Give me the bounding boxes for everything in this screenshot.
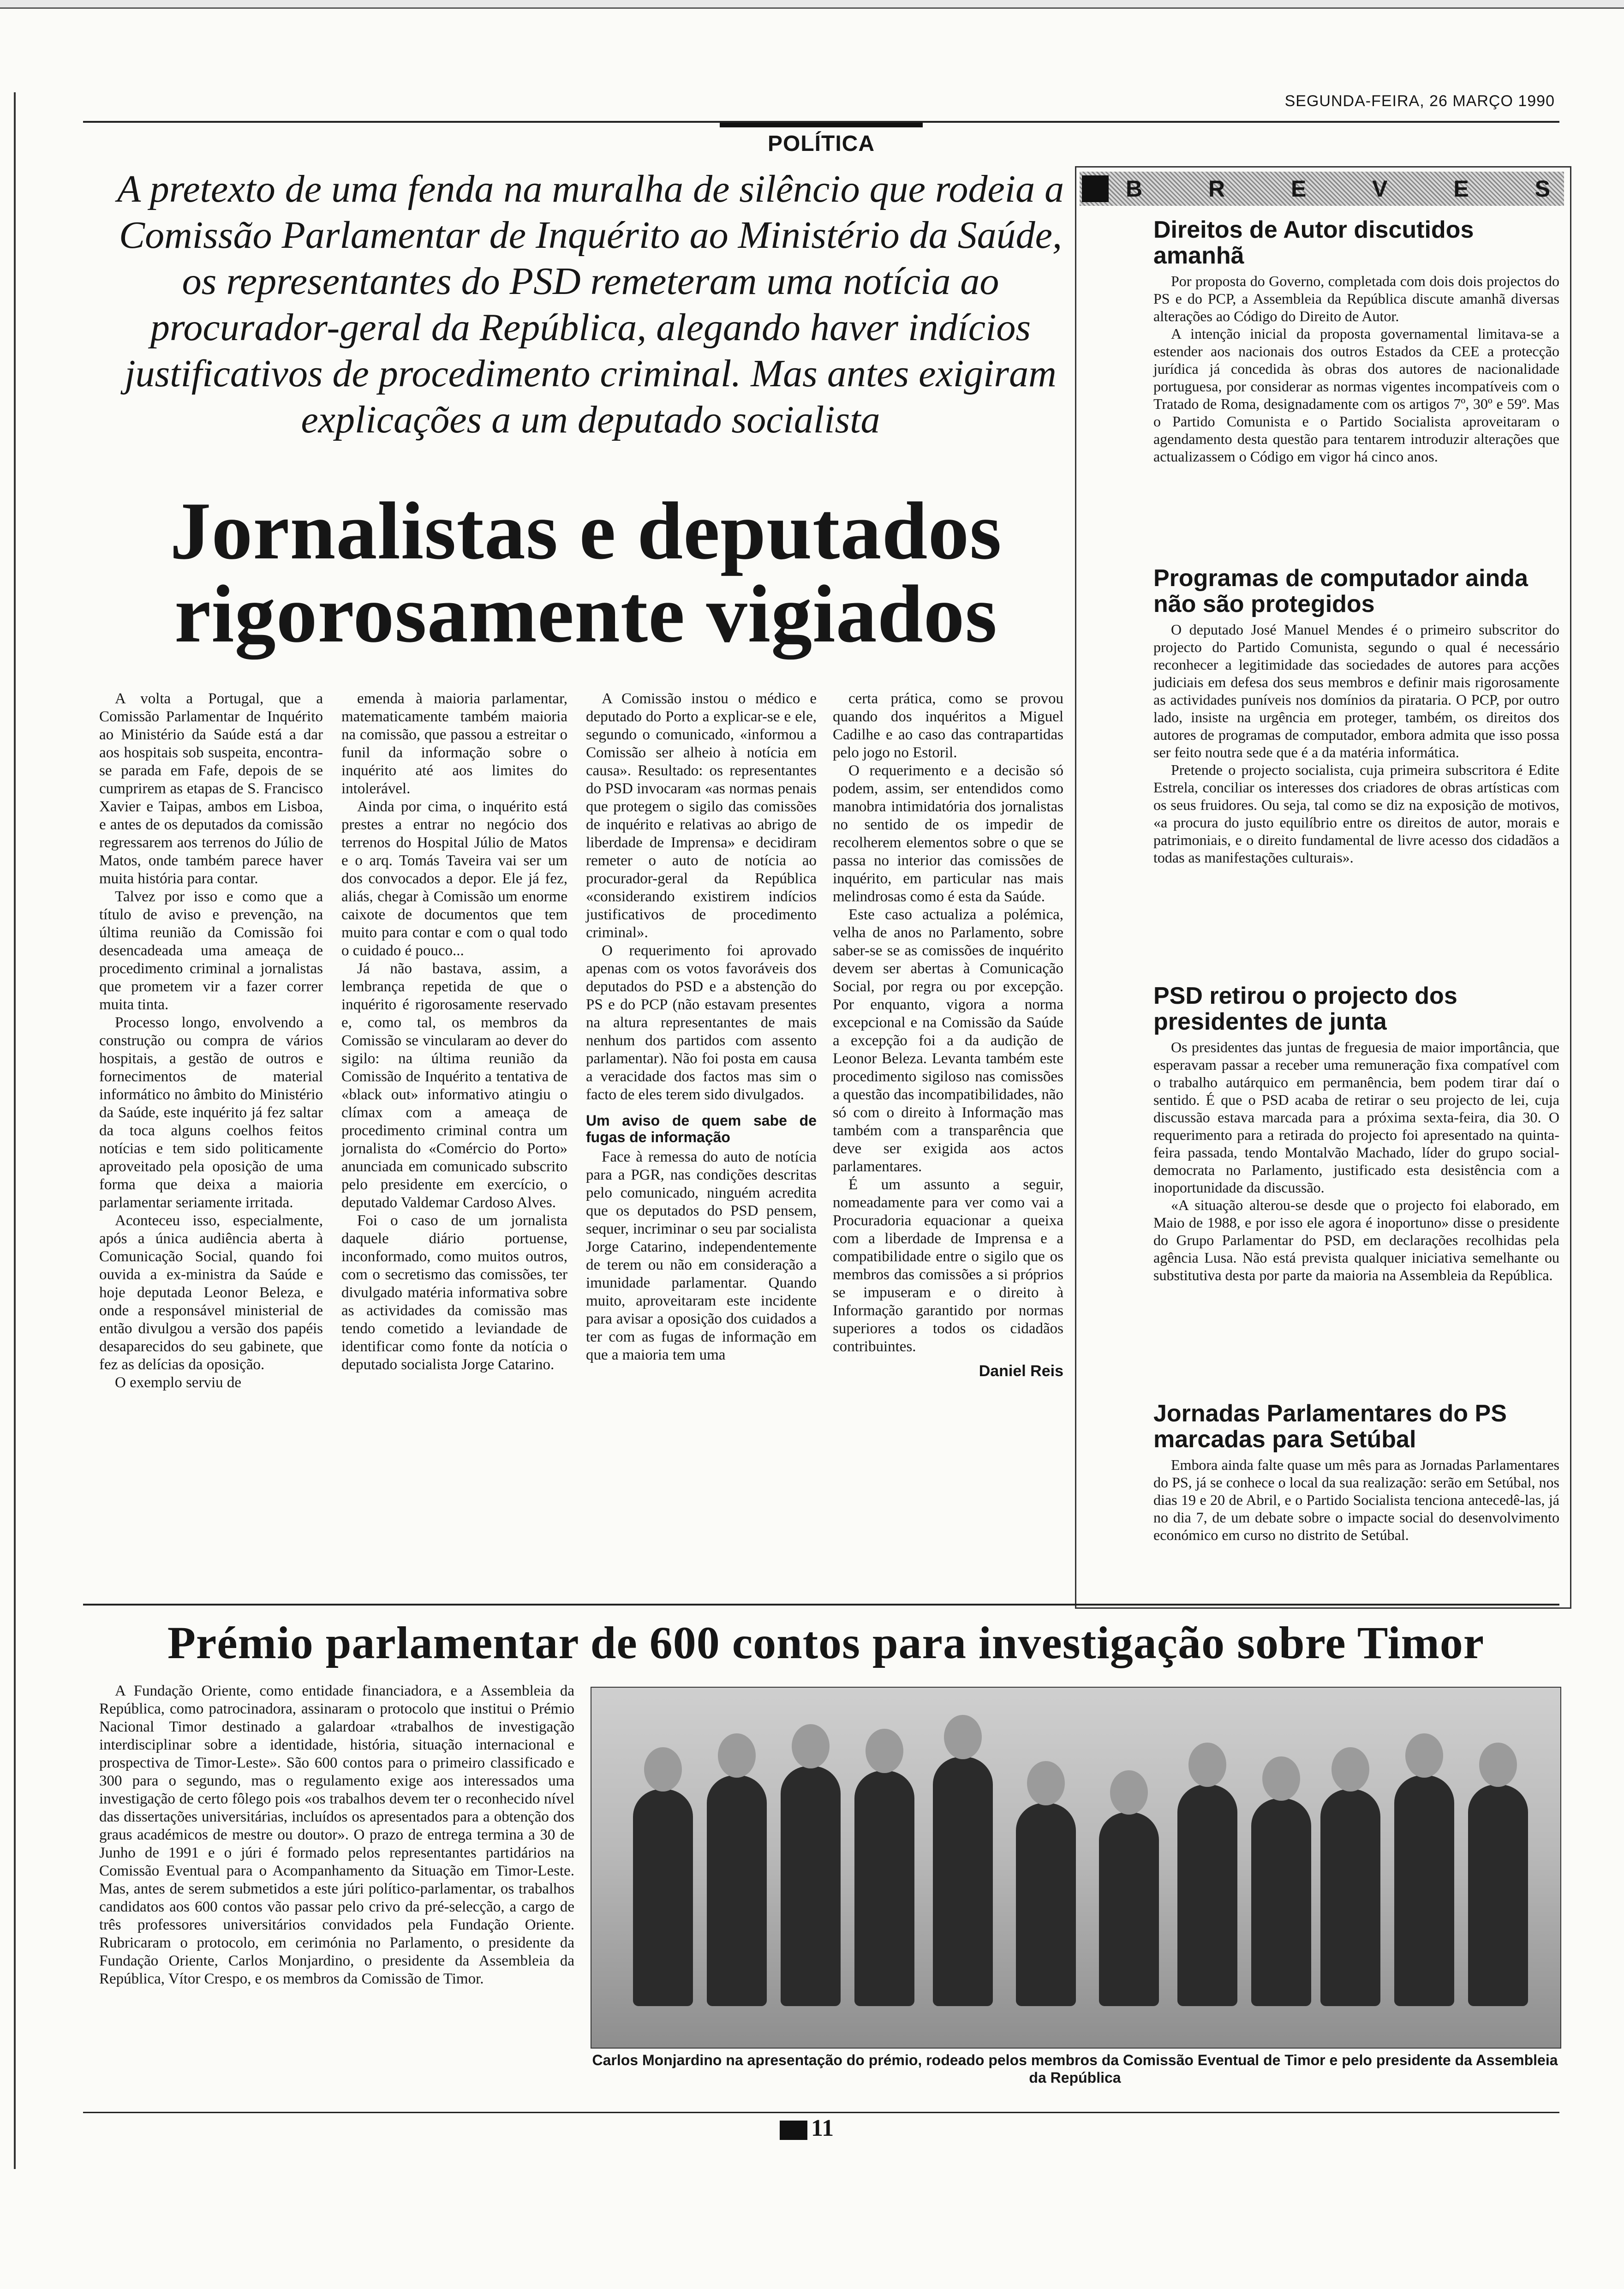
brief-item (1153, 217, 1559, 465)
paragraph: Face à remessa do auto de notícia para a PGR, nas condições descritas pelo comunicado, ninguém acredita que os deputados do PSD pensem, sequer, incriminar o seu par socialista Jorge Catarino, independentemente de terem ou não em consideração a imunidade parlamentar. Quando muito, aproveitaram este incidente para avisar a oposição dos cuidados a ter com as fugas de informação em que a maioria tem uma (586, 1149, 817, 1363)
photo-head (1027, 1761, 1065, 1805)
photo-head (1110, 1770, 1148, 1815)
left-margin-rule (14, 92, 16, 2169)
photo-figure (1099, 1812, 1159, 2006)
article-column-2 (341, 690, 567, 1374)
photo-figure (1016, 1803, 1076, 2006)
newspaper-logo-icon (780, 2121, 807, 2140)
issue-date: SEGUNDA-FEIRA, 26 MARÇO 1990 (1284, 92, 1555, 110)
paragraph: O requerimento foi aprovado apenas com os votos favoráveis dos deputados do PSD e a abstenção do PS e do PCP (não estavam presentes na altura representantes de mais nenhum dos partidos com assento parlamentar). Não foi posta em causa a veracidade dos factos mas sim o facto de eles terem sido divulgados. (586, 942, 817, 1103)
brief-title: Direitos de Autor discutidos amanhã (1153, 216, 1474, 269)
paragraph: Ainda por cima, o inquérito está prestes a entrar no negócio dos terrenos do Hospital Júlio de Matos e o arq. Tomás Taveira vai ser um dos convocados a depor. Ele já fez, aliás, chegar à Comissão um enorme caixote de documentos que tem muito para contar e com o qual todo o cuidado é pouco... (341, 798, 567, 959)
top-rule (0, 0, 1624, 9)
breves-letter: E (1290, 176, 1307, 202)
section-divider (83, 1604, 1559, 1606)
article-headline: Jornalistas e deputados rigorosamente vigiados (170, 485, 1002, 659)
photo-head (866, 1729, 903, 1773)
photo-caption: Carlos Monjardino na apresentação do prémio, rodeado pelos membros da Comissão Eventual de Timor e pelo presidente da Assembleia da República (592, 2052, 1558, 2086)
brief-paragraph: O deputado José Manuel Mendes é o primeiro subscritor do projecto do Partido Comunista, segundo o qual é necessário reconhecer a legitimidade das sociedades de autores para acções judiciais em defesa dos seus membros e definir mais rigorosamente as actividades puníveis nos domínios da pirataria. O PCP, por outro lado, insiste na urgência em proteger, também, os direitos dos autores de programas de computador, embora admita que isso possa ser feito noutra sede que é a da matéria informática. (1153, 621, 1559, 761)
brief-item (1153, 983, 1559, 1284)
photo-figure (1394, 1775, 1454, 2006)
photo-head (1188, 1743, 1226, 1787)
brief-title: Jornadas Parlamentares do PS marcadas para Setúbal (1153, 1400, 1507, 1453)
photo-head (718, 1733, 756, 1778)
breves-square-icon (1082, 175, 1109, 202)
brief-paragraph: Os presidentes das juntas de freguesia de maior importância, que esperavam passar a receber uma remuneração fixa compatível com o trabalho autárquico em permanência, bem podem tirar daí o sentido. É que o PSD acaba de retirar o seu projecto de lei, cuja discussão estava marcada para a próxima sexta-feira, dia 30. O requerimento para a retirada do projecto foi apresentado na quinta-feira passada, tendo Montalvão Machado, líder do grupo social-democrata no Parlamento, justificado esta desistência com a inoportunidade da discussão. (1153, 1039, 1559, 1196)
photo-figure (1468, 1785, 1528, 2006)
page-number-text: 11 (811, 2115, 834, 2141)
article-subhead: Um aviso de quem sabe de fugas de informação (586, 1112, 817, 1145)
paragraph: A Fundação Oriente, como entidade financiadora, e a Assembleia da República, como patrocinadora, assinaram o protocolo que institui o Prémio Nacional Timor destinado a galardoar «trabalhos de investigação interdisciplinar sobre a identidade, história, situação internacional e prospectiva de Timor-Leste». São 600 contos para o primeiro classificado e 300 para o segundo, mas o regulamento exige aos interessados uma investigação de certo fôlego pois «os trabalhos devem ter o reconhecido nível das dissertações universitárias, incluídos os apresentados para a obtenção dos graus académicos de mestre ou doutor». O prazo de entrega termina a 30 de Junho de 1991 e o júri é formado pelos representantes partidários na Comissão Eventual para o Acompanhamento da Situação em Timor-Leste. Mas, antes de serem submetidos a este júri político-parlamentar, os trabalhos candidatos aos 600 contos vão passar pelo crivo da pré-selecção, a cargo de três professores universitários convidados pela Fundação Oriente. Rubricaram o protocolo, em cerimónia no Parlamento, o presidente da Fundação Oriente, Carlos Monjardino, o presidente da Assembleia da República, Vítor Crespo, e os membros da Comissão de Timor. (99, 1683, 574, 1987)
paragraph: O requerimento e a decisão só podem, assim, ser entendidos como manobra intimidatória dos jornalistas no sentido de os impedir de recolherem elementos sobre o que se passa no interior das comissões de inquérito, em particular nas mais melindrosas como é esta da Saúde. (833, 762, 1063, 905)
brief-paragraph: Embora ainda falte quase um mês para as Jornadas Parlamentares do PS, já se conhece o local da sua realização: serão em Setúbal, nos dias 19 e 20 de Abril, e o Partido Socialista tenciona antecedê-las, já no dia 7, de um debate sobre o impacte social do desenvolvimento económico em curso no distrito de Setúbal. (1153, 1456, 1559, 1543)
photo-head (644, 1747, 682, 1792)
paragraph: O exemplo serviu de (115, 1374, 242, 1391)
photo-head (1331, 1747, 1369, 1792)
breves-title (1126, 175, 1550, 202)
ceremony-photo (591, 1687, 1561, 2049)
breves-letter: V (1372, 176, 1388, 202)
breves-letter: B (1126, 176, 1143, 202)
article-byline: Daniel Reis (979, 1362, 1063, 1380)
brief-item (1153, 1401, 1559, 1544)
photo-figure (1320, 1789, 1380, 2006)
breves-letter: E (1453, 176, 1469, 202)
brief-paragraph: Pretende o projecto socialista, cuja primeira subscritora é Edite Estrela, conciliar os interesses dos criadores de obras artísticas com os seus fruidores. Ou seja, tal como se diz na exposição de motivos, «a procura do justo equilíbrio entre os direitos de autor, morais e patrimoniais, e o direito fundamental de livre acesso dos cidadãos a todas as manifestações culturais». (1153, 761, 1559, 866)
photo-head (944, 1715, 982, 1759)
paragraph: A volta a Portugal, que a Comissão Parlamentar de Inquérito ao Ministério da Saúde está a dar aos hospitais sob suspeita, encontra-se parada em Fafe, depois de se cumprirem as etapas de S. Francisco Xavier e Taipas, ambos em Lisboa, e antes de os deputados da comissão regressarem aos terrenos do Júlio de Matos, onde também parece haver muita história para contar. (99, 690, 323, 887)
photo-figure (707, 1775, 767, 2006)
paragraph: Talvez por isso e como que a título de aviso e prevenção, na última reunião da Comissão foi desencadeada uma ameaça de procedimento criminal a jornalistas que prometem vir a fazer correr muita tinta. (99, 888, 323, 1013)
photo-figure (1251, 1798, 1311, 2006)
article-lead: A pretexto de uma fenda na muralha de silêncio que rodeia a Comissão Parlamentar de Inquérito ao Ministério da Saúde, os representantes do PSD remeteram uma notícia ao procurador-geral da República, alegando haver indícios justificativos de procedimento criminal. Mas antes exigiram explicações a um deputado socialista (117, 168, 1064, 441)
brief-paragraph: A intenção inicial da proposta governamental limitava-se a estender aos nacionais dos outros Estados da CEE a protecção jurídica já concedida às obras dos autores de nacionalidade portuguesa, por considerar as normas vigentes incompatíveis com o Tratado de Roma, designadamente com os artigos 7º, 30º e 59º. Mas o Partido Comunista e o Partido Socialista aproveitaram o agendamento desta questão para tentarem introduzir alterações que actualizassem o Código em vigor há cinco anos. (1153, 325, 1559, 465)
breves-letter: R (1208, 176, 1225, 202)
photo-head (792, 1724, 830, 1768)
paragraph: certa prática, como se provou quando dos inquéritos a Miguel Cadilhe e ao caso das contrapartidas pelo jogo no Estoril. (833, 690, 1063, 761)
photo-head (1479, 1743, 1517, 1787)
footer-rule (83, 2112, 1559, 2113)
photo-figure (1177, 1785, 1237, 2006)
photo-head (1262, 1756, 1300, 1801)
photo-figure (781, 1766, 841, 2006)
photo-figure (633, 1789, 693, 2006)
paragraph: A Comissão instou o médico e deputado do Porto a explicar-se e ele, segundo o comunicado, «informou a Comissão ser alheio à notícia em causa». Resultado: os representantes do PSD invocaram «as normas penais que protegem o sigilo das comissões de inquérito e relativas ao abrigo de liberdade de Imprensa» e decidiram remeter o auto de notícia ao procurador-geral da República «considerando existirem indícios justificativos de procedimento criminal». (586, 690, 817, 941)
paragraph: É um assunto a seguir, nomeadamente para ver como vai a Procuradoria equacionar a queixa com a liberdade de Imprensa e a compatibilidade entre o sigilo que os membros das comissões a si próprios se impuseram e o direito à Informação garantido por normas superiores a todos os cidadãos contribuintes. (833, 1176, 1063, 1355)
article-column-4 (833, 690, 1063, 1380)
prize-headline: Prémio parlamentar de 600 contos para investigação sobre Timor (167, 1617, 1485, 1668)
paragraph: emenda à maioria parlamentar, matematicamente também maioria na comissão, que passou a estreitar o funil da informação sobre o inquérito até aos limites do intolerável. (341, 690, 567, 797)
article-column-3 (586, 690, 817, 1364)
paragraph: Foi o caso de um jornalista daquele diário portuense, inconformado, como muitos outros, com o secretismo das comissões, ter divulgado matéria informativa sobre as actividades da comissão mas tendo cometido a leviandade de identificar como fonte da notícia o deputado socialista Jorge Catarino. (341, 1212, 567, 1373)
prize-article (99, 1682, 574, 1988)
brief-title: Programas de computador ainda não são protegidos (1153, 565, 1528, 617)
photo-head (1405, 1733, 1443, 1778)
brief-paragraph: «A situação alterou-se desde que o projecto foi elaborado, em Maio de 1988, e por isso ele agora é inoportuno» disse o presidente do Grupo Parlamentar do PSD, em declarações recolhidas pela agência Lusa. Não está prevista qualquer iniciativa semelhante ou substitutiva desta por parte da maioria na Assembleia da República. (1153, 1197, 1559, 1283)
brief-title: PSD retirou o projecto dos presidentes de junta (1153, 983, 1457, 1035)
brief-paragraph: Por proposta do Governo, completada com dois dois projectos do PS e do PCP, a Assembleia da República discute amanhã diversas alterações ao Código do Direito de Autor. (1153, 273, 1559, 324)
article-column-1 (99, 690, 323, 1392)
paragraph: Este caso actualiza a polémica, velha de anos no Parlamento, sobre saber-se se as comissões de inquérito devem ser abertas à Comunicação Social, por regra ou por excepção. Por enquanto, vigora a norma excepcional e na Comissão da Saúde a excepção foi a da audição de Leonor Beleza. Levanta também este procedimento sigiloso nas comissões a questão das incompatibilidades, não só com o direito à Informação mas também com a transparência que deve ser exigida aos actos parlamentares. (833, 906, 1063, 1175)
photo-figure (854, 1771, 914, 2006)
paragraph: Já não bastava, assim, a lembrança repetida de que o inquérito é rigorosamente reservado e, como tal, os membros da Comissão se vincularam ao dever do sigilo: na última reunião da Comissão de Inquérito a tentativa de «black out» informativo atingiu o clímax com a ameaça de procedimento criminal contra um jornalista do «Comércio do Porto» anunciada em comunicado subscrito pelo presidente em exercício, o deputado Valdemar Cardoso Alves. (341, 960, 567, 1211)
photo-figure (933, 1757, 993, 2006)
section-label: POLÍTICA (720, 123, 923, 161)
breves-letter: S (1534, 176, 1550, 202)
paragraph: Aconteceu isso, especialmente, após a única audiência aberta à Comunicação Social, quando foi ouvida a ex-ministra da Saúde e hoje deputada Leonor Beleza, e onde a responsável ministerial de então divulgou a versão dos papéis desaparecidos do seu gabinete, que fez as delícias da oposição. (99, 1212, 323, 1373)
brief-item (1153, 565, 1559, 866)
page-number (780, 2115, 834, 2142)
paragraph: Processo longo, envolvendo a construção ou compra de vários hospitais, a gestão de outros e fornecimentos de material informático no âmbito do Ministério da Saúde, este inquérito já fez saltar da toca alguns coelhos feitos notícias e tem sido politicamente aproveitado pela oposição de uma forma que deixa a maioria parlamentar seriamente irritada. (99, 1014, 323, 1211)
